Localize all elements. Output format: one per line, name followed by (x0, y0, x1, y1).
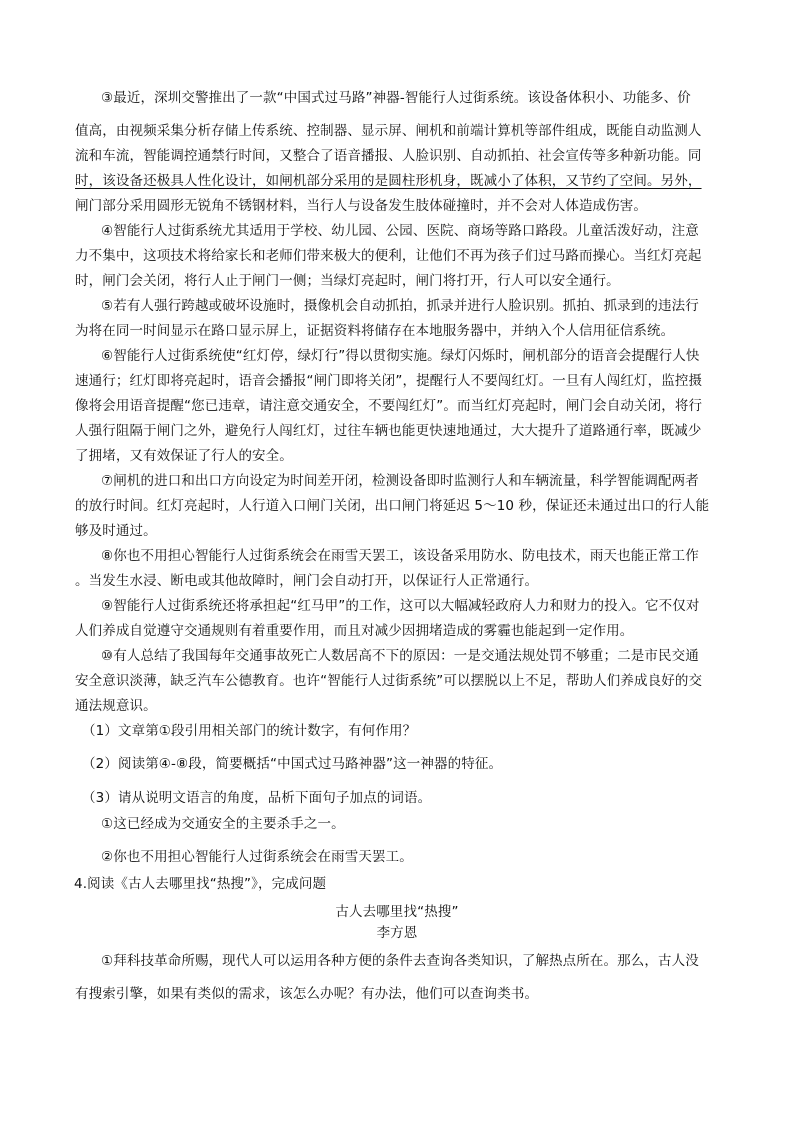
question-3: （3）请从说明文语言的角度，品析下面句子加点的词语。 (82, 790, 432, 806)
para9-line-2: 人们养成自觉遵守交通规则有着重要作用，而且对减少因拥堵造成的雾霾也能起到一定作用。 (75, 623, 634, 639)
para8-line-2: 。当发生水浸、断电或其他故障时，闸门会自动打开，以保证行人正常通行。 (75, 573, 539, 589)
article-title: 古人去哪里找“热搜” (335, 904, 459, 920)
question-3-sentence-a: ①这已经成为交通安全的主要杀手之一。 (101, 816, 345, 832)
para6-line-5: 了拥堵，又有效保证了行人的安全。 (75, 448, 293, 464)
para10-line-3: 通法规意识。 (75, 698, 157, 714)
para5-line-2: 为将在同一时间显示在路口显示屏上，证据资料将储存在本地服务器中，并纳入个人信用征信系统。 (75, 323, 675, 339)
para3-line-3: 流和车流，智能调控通禁行时间，又整合了语音播报、人脸识别、自动抓拍、社会宣传等多种新功能。同 (75, 148, 702, 164)
question-1: （1）文章第①段引用相关部门的统计数字，有何作用？ (82, 723, 417, 739)
question-2: （2）阅读第④-⑧段，简要概括“中国式过马路神器”这一神器的特征。 (82, 756, 503, 772)
para3-line-5: 闸门部分采用圆形无锐角不锈钢材料，当行人与设备发生肢体碰撞时，并不会对人体造成伤害。 (75, 198, 648, 214)
para10-line-1: ⑩有人总结了我国每年交通事故死亡人数居高不下的原因：一是交通法规处罚不够重；二是市民交通 (101, 648, 699, 664)
para9-line-1: ⑨智能行人过街系统还将承担起“红马甲”的工作，这可以大幅减轻政府人力和财力的投入。它不仅对 (101, 598, 700, 614)
para6-line-2: 速通行；红灯即将亮起时，语音会播报“闸门即将关闭”，提醒行人不要闯红灯。一旦有人闯红灯，监控摄 (75, 373, 703, 389)
para3-line-2: 值高，由视频采集分析存储上传系统、控制器、显示屏、闸机和前端计算机等部件组成，既能自动监测人 (75, 123, 702, 139)
para8-line-1: ⑧你也不用担心智能行人过街系统会在雨雪天罢工，该设备采用防水、防电技术，雨天也能正常工作 (101, 548, 699, 564)
article-para1-line-1: ①拜科技革命所赐，现代人可以运用各种方便的条件去查询各类知识，了解热点所在。那么，古人没 (101, 953, 699, 969)
para4-line-3: 时，闸门会关闭，将行人止于闸门一侧；当绿灯亮起时，闸门将打开，行人可以安全通行。 (75, 273, 620, 289)
article-para1-line-2: 有搜索引擎，如果有类似的需求，该怎么办呢？有办法，他们可以查询类书。 (75, 986, 539, 1002)
question-3-sentence-b: ②你也不用担心智能行人过街系统会在雨雪天罢工。 (101, 849, 413, 865)
para3-line-1: ③最近，深圳交警推出了一款“中国式过马路”神器-智能行人过街系统。该设备体积小、功能多、价 (101, 90, 691, 106)
section-4-heading: 4.阅读《古人去哪里找“热搜”》，完成问题 (74, 876, 327, 892)
para7-line-3: 够及时通过。 (75, 523, 157, 539)
para4-line-2: 力不集中，这项技术将给家长和老师们带来极大的便利，让他们不再为孩子们过马路而操心。当红灯亮起 (75, 248, 702, 264)
para4-line-1: ④智能行人过街系统尤其适用于学校、幼儿园、公园、医院、商场等路口路段。儿童活泼好动，注意 (101, 223, 699, 239)
article-author: 李方恩 (376, 925, 418, 941)
para6-line-3: 像将会用语音提醒“您已违章，请注意交通安全，不要闯红灯”。而当红灯亮起时，闸门会自动关闭，将行 (75, 398, 703, 414)
para3-line-4-underlined: 时，该设备还极具人性化设计，如闸机部分采用的是圆柱形机身，既减小了体积，又节约了空间。另外， (75, 173, 702, 189)
para6-line-1: ⑥智能行人过街系统使“红灯停，绿灯行”得以贯彻实施。绿灯闪烁时，闸机部分的语音会提醒行人快 (101, 348, 700, 364)
para7-line-1: ⑦闸机的进口和出口方向设定为时间差开闭，检测设备即时监测行人和车辆流量，科学智能调配两者 (101, 473, 699, 489)
para6-line-4: 人强行阻隔于闸门之外，避免行人闯红灯，过往车辆也能更快速地通过，大大提升了道路通行率，既减少 (75, 423, 702, 439)
para10-line-2: 安全意识淡薄，缺乏汽车公德教育。也许“智能行人过街系统”可以摆脱以上不足，帮助人们养成良好的交 (75, 673, 703, 689)
para7-line-2: 的放行时间。红灯亮起时，人行道入口闸门关闭，出口闸门将延迟 5～10 秒，保证还未通过出口的行人能 (75, 498, 710, 514)
para5-line-1: ⑤若有人强行跨越或破坏设施时，摄像机会自动抓拍，抓录并进行人脸识别。抓拍、抓录到的违法行 (101, 298, 699, 314)
